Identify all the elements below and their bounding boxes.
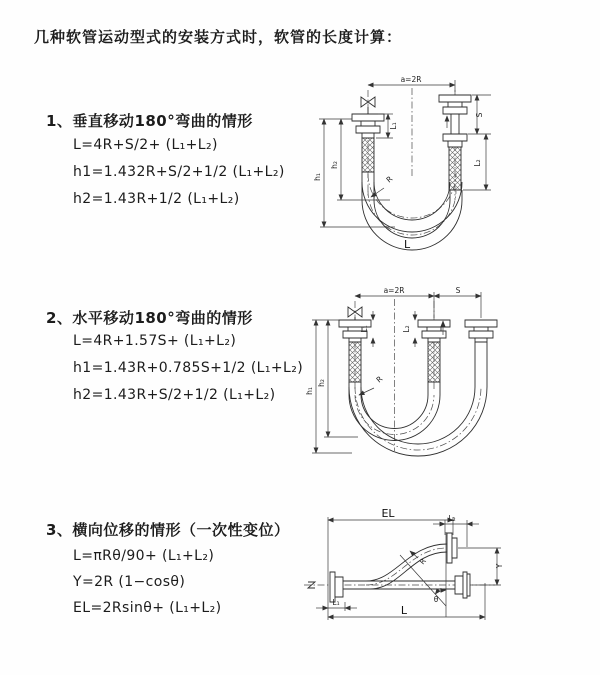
section-1-heading: 1、垂直移动180°弯曲的情形 [46,112,253,130]
middle-fitting [418,320,450,382]
braided-hose-section [349,342,361,382]
section-1-formula-h2: h2=1.43R+1/2 (L₁+L₂) [73,191,240,207]
dim-label-l1: L₁ [389,122,398,130]
upper-flange-displaced [447,533,457,563]
dim-label-h2: h₂ [330,161,339,169]
hose-u-bends [349,342,487,456]
section-3-formula-Y: Y=2R (1−cosθ) [73,574,186,590]
angle-label-theta: θ [433,595,439,604]
dim-label-a2r: a=2R [400,75,422,84]
section-2-formula-h2: h2=1.43R+S/2+1/2 (L₁+L₂) [73,387,276,403]
dim-label-l2: L₂ [448,514,456,523]
braided-hose-section [449,147,461,190]
dim-label-l1: L₁ [332,598,340,607]
dim-label-l: L [400,604,408,617]
dim-label-h2: h₂ [317,379,326,387]
dim-label-l2: L₂ [402,325,411,333]
left-fitting [352,114,384,172]
dim-label-h1: h₁ [313,173,322,181]
section-1-formula-h1: h1=1.432R+S/2+1/2 (L₁+L₂) [73,164,285,180]
section-2-formula-h1: h1=1.43R+0.785S+1/2 (L₁+L₂) [73,360,304,376]
braided-hose-section [428,342,440,382]
section-3-formula-L: L=πRθ/90+ (L₁+L₂) [73,548,215,564]
right-fitting-displaced [465,320,497,342]
section-3-formula-EL: EL=2Rsinθ+ (L₁+L₂) [73,600,222,616]
dim-l2 [402,311,415,347]
right-fitting [439,95,471,190]
radius-callout [359,374,384,395]
diagram-vertical-180-bend [300,70,600,270]
dim-label-y: Y [495,563,504,569]
section-1-formula-L: L=4R+S/2+ (L₁+L₂) [73,137,218,153]
dim-label-l2: L₂ [473,159,482,167]
diagram-lateral-displacement [300,505,600,670]
diagram-horizontal-180-bend [300,285,600,480]
section-2-formula-L: L=4R+1.57S+ (L₁+L₂) [73,333,237,349]
radius-callout [410,551,428,566]
braided-hose-section [362,138,374,172]
dim-a2r-s [355,286,481,318]
hose-u-bend [362,172,462,250]
valve-symbol [348,307,362,320]
hose-s-curve-position [343,544,447,589]
dim-label-h1: h₁ [305,387,314,395]
dim-label-l1: L₁ [360,325,369,333]
length-label: L [404,238,411,251]
page-title: 几种软管运动型式的安装方式时，软管的长度计算： [34,28,403,46]
dim-l1 [316,598,357,611]
dim-h1-h2 [313,119,395,227]
dim-label-s: S [455,286,461,295]
radius-label: R [417,556,428,567]
dim-label-a2r: a=2R [383,286,405,295]
section-2-heading: 2、水平移动180°弯曲的情形 [46,309,253,327]
dim-label-el: EL [381,507,395,520]
radius-label: R [384,174,395,185]
section-3-heading: 3、横向位移的情形（一次性变位） [46,521,290,539]
right-flange-original [455,572,470,598]
dim-label-s: S [475,112,484,118]
radius-label: R [374,374,385,385]
dim-a2r [368,75,455,92]
